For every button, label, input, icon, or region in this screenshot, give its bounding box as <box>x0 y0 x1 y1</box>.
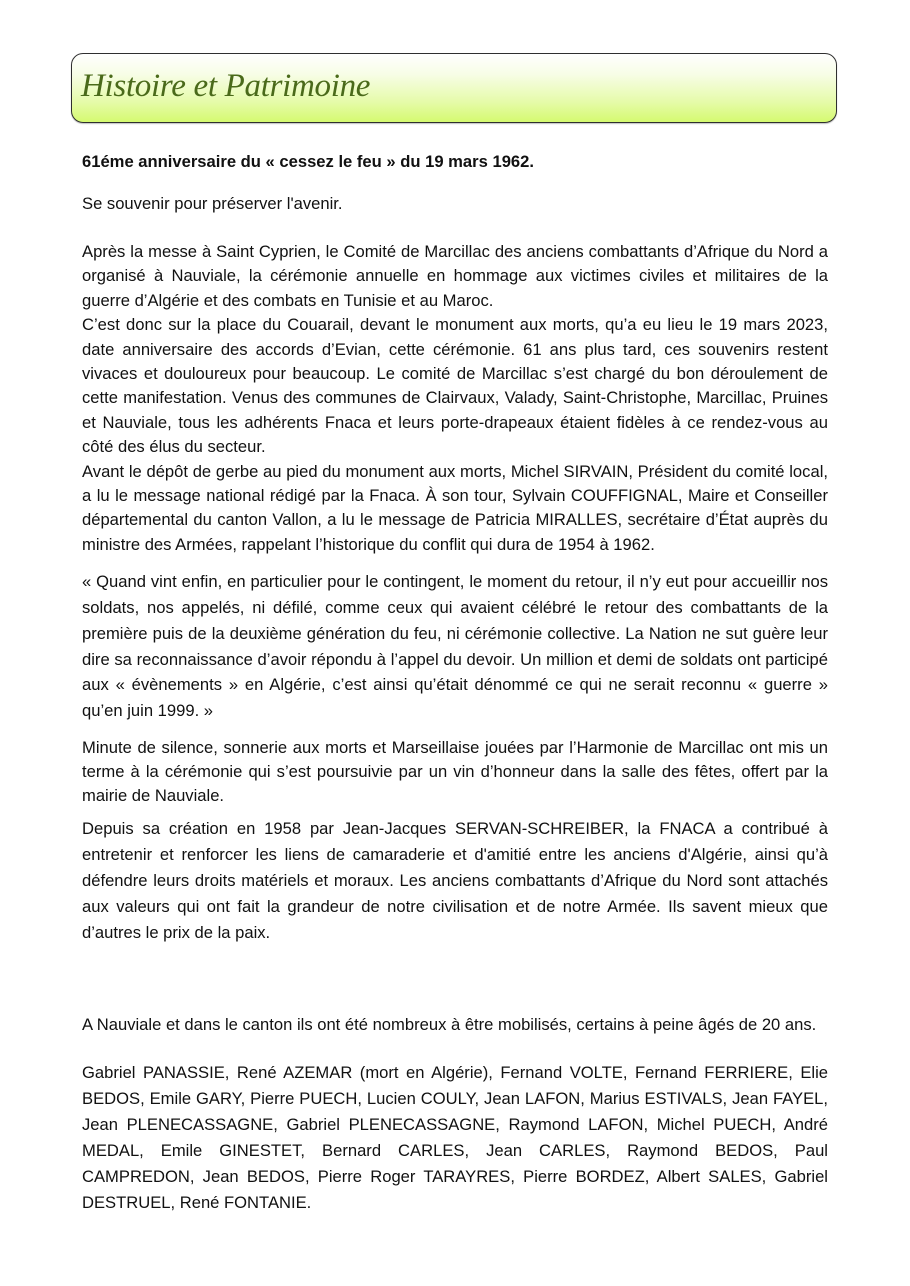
paragraph-names-list: Gabriel PANASSIE, René AZEMAR (mort en Algérie), Fernand VOLTE, Fernand FERRIERE, Elie BEDOS, Emile GARY, Pierre PUECH, Lucien COULY, Jean LAFON, Marius ESTIVALS, Jean FAYEL, Jean PLENECASSAGNE, Gabriel PLENECASSAGNE, Raymond LAFON, Michel PUECH, André MEDAL, Emile GINESTET, Bernard CARLES, Jean CARLES, Raymond BEDOS, Paul CAMPREDON, Jean BEDOS, Pierre Roger TARAYRES, Pierre BORDEZ, Albert SALES, Gabriel DESTRUEL, René FONTANIE. <box>82 1063 828 1213</box>
paragraph-ceremony-place: C’est donc sur la place du Couarail, devant le monument aux morts, qu’a eu lieu le 19 mars 2023, date anniversaire des accords d’Evian, cette cérémonie. 61 ans plus tard, ces souvenirs restent vivaces et douloureux pour beaucoup. Le comité de Marcillac s’est chargé du bon déroulement de cette manifestation. Venus des communes de Clairvaux, Valady, Saint-Christophe, Marcillac, Pruines et Nauviale, tous les adhérents Fnaca et leurs porte-drapeaux étaient fidèles à ce rendez-vous au côté des élus du secteur. <box>82 315 828 457</box>
paragraph-fnaca: Depuis sa création en 1958 par Jean-Jacques SERVAN-SCHREIBER, la FNACA a contribué à entretenir et renforcer les liens de camaraderie et d'amitié entre les anciens d'Algérie, ainsi qu’à défendre leurs droits matériels et moraux. Les anciens combattants d’Afrique du Nord sont attachés aux valeurs qui ont fait la grandeur de notre civilisation et de notre Armée. Ils savent mieux que d’autres le prix de la paix. <box>82 819 828 943</box>
paragraph-mobilised: A Nauviale et dans le canton ils ont été nombreux à être mobilisés, certains à peine âgés de 20 ans. <box>82 1015 817 1035</box>
section-header-banner <box>71 53 837 123</box>
paragraph-ceremony-intro: Après la messe à Saint Cyprien, le Comité de Marcillac des anciens combattants d’Afrique du Nord a organisé à Nauviale, la cérémonie annuelle en hommage aux victimes civiles et militaires de la guerre d’Algérie et des combats en Tunisie et au Maroc. <box>82 242 828 310</box>
paragraph-quote: « Quand vint enfin, en particulier pour le contingent, le moment du retour, il n’y eut pour accueillir nos soldats, nos appelés, ni défilé, comme ceux qui avaient célébré le retour des combattants de la première puis de la deuxième génération du feu, ni cérémonie collective. La Nation ne sut guère leur dire sa reconnaissance d’avoir répondu à l’appel du devoir. Un million et demi de soldats ont participé aux « évènements » en Algérie, c’est ainsi qu’était dénommé ce qui ne serait reconnu « guerre » qu’en juin 1999. » <box>82 572 828 721</box>
article-subtitle: 61éme anniversaire du « cessez le feu » du 19 mars 1962. <box>82 152 534 171</box>
article-tagline: Se souvenir pour préserver l'avenir. <box>82 193 343 213</box>
article-body <box>82 150 828 1216</box>
paragraph-minute-of-silence: Minute de silence, sonnerie aux morts et Marseillaise jouées par l’Harmonie de Marcillac ont mis un terme à la cérémonie qui s’est poursuivie par un vin d’honneur dans la salle des fêtes, offert par la mairie de Nauviale. <box>82 738 828 806</box>
paragraph-speeches: Avant le dépôt de gerbe au pied du monument aux morts, Michel SIRVAIN, Président du comité local, a lu le message national rédigé par la Fnaca. À son tour, Sylvain COUFFIGNAL, Maire et Conseiller départemental du canton Vallon, a lu le message de Patricia MIRALLES, secrétaire d’État auprès du ministre des Armées, rappelant l’historique du conflit qui dura de 1954 à 1962. <box>82 461 828 554</box>
section-title: Histoire et Patrimoine <box>81 68 371 104</box>
